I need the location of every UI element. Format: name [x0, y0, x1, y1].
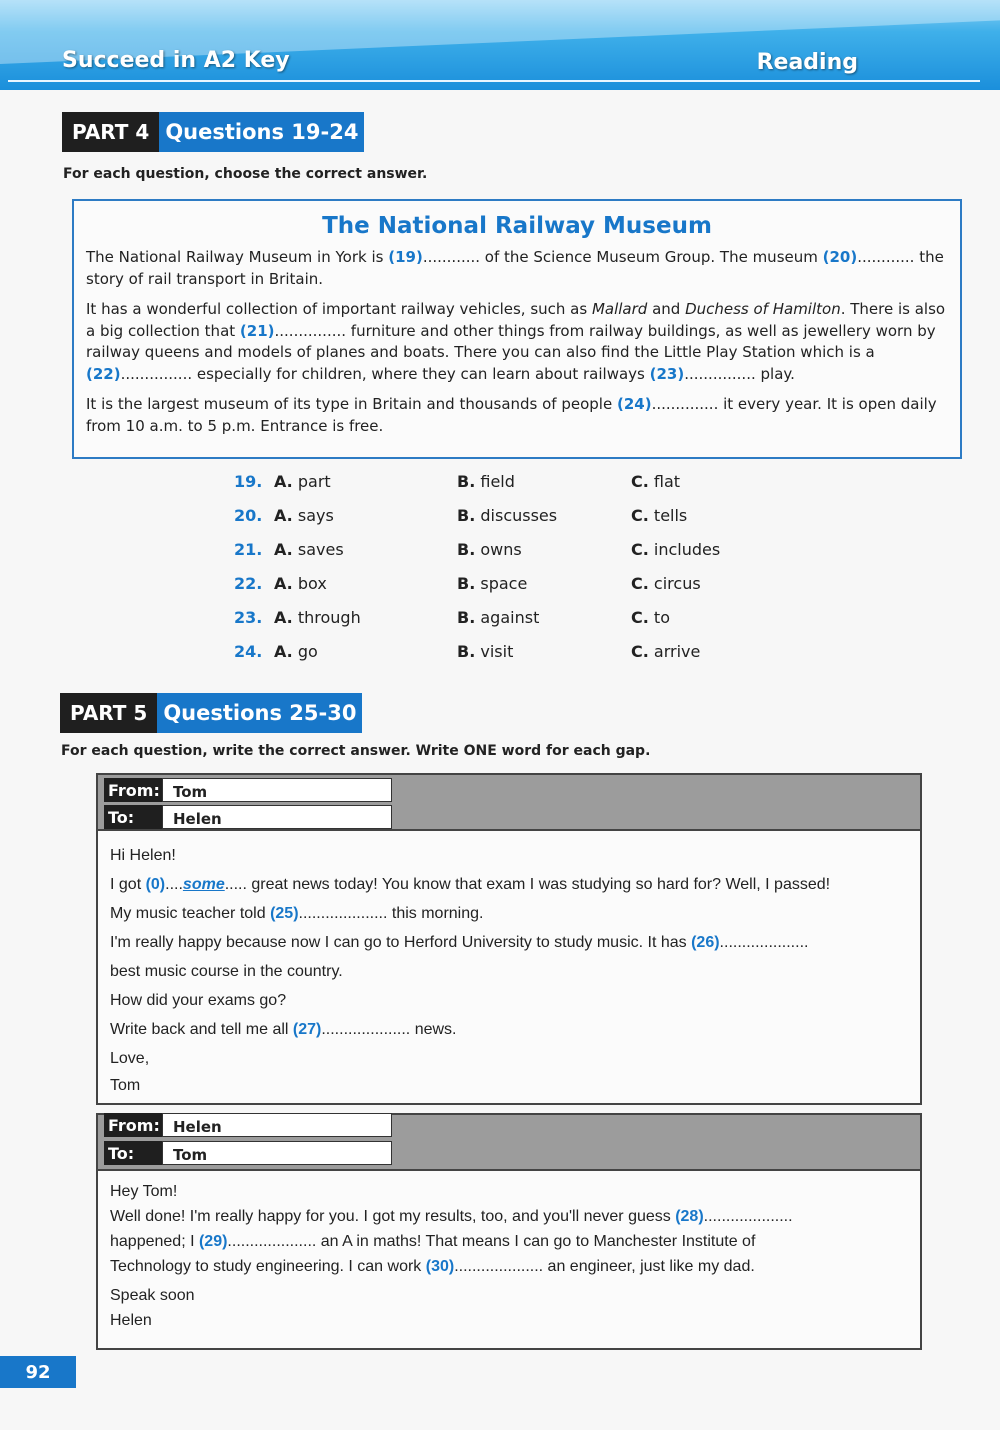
- from-label: From:: [104, 1113, 162, 1137]
- closing: Speak soon: [110, 1287, 195, 1304]
- option-row: [234, 498, 754, 532]
- greeting: Hey Tom!: [110, 1183, 178, 1200]
- gap-26: (26): [691, 934, 720, 951]
- paragraph-3: It is the largest museum of its type in Britain and thousands of people (24).............. it every year. It is open daily from 10 a.m. to 5 p.m. Entrance is free.: [86, 395, 937, 435]
- from-field: Tom: [162, 778, 392, 802]
- gap-27: (27): [292, 1021, 322, 1038]
- email-line: best music course in the country.: [110, 963, 343, 980]
- answer-blank-27[interactable]: ....................: [321, 1021, 411, 1038]
- option-a[interactable]: A. go: [274, 641, 318, 661]
- answer-options: [234, 464, 754, 668]
- question-number: 24.: [234, 641, 263, 661]
- to-row: [104, 805, 392, 829]
- gap-28: (28): [675, 1208, 704, 1225]
- closing: Love,: [110, 1050, 150, 1067]
- email-line: I got (0)....some..... great news today! You know that exam I was studying so hard for? Well, I passed!: [110, 876, 831, 893]
- to-field: Helen: [162, 805, 392, 829]
- gap-21: (21): [239, 321, 275, 340]
- email-line: How did your exams go?: [110, 992, 287, 1009]
- gap-19: (19): [388, 248, 423, 266]
- to-label: To:: [104, 1141, 162, 1165]
- option-a[interactable]: A. says: [274, 505, 334, 525]
- answer-blank-26[interactable]: ....................: [719, 934, 809, 951]
- signature: Helen: [110, 1312, 152, 1329]
- question-number: 19.: [234, 471, 263, 491]
- answer-blank-25[interactable]: ....................: [298, 905, 388, 922]
- option-row: [234, 532, 754, 566]
- gap-24: (24): [616, 395, 652, 413]
- answer-blank-28[interactable]: ....................: [703, 1208, 793, 1225]
- part5-instruction: For each question, write the correct answer. Write ONE word for each gap.: [61, 743, 651, 759]
- email-header: [98, 1115, 920, 1171]
- option-a[interactable]: A. through: [274, 607, 361, 627]
- to-field: Tom: [162, 1141, 392, 1165]
- gap-25: (25): [270, 905, 299, 922]
- question-number: 20.: [234, 505, 263, 525]
- email-line: My music teacher told (25).................... this morning.: [110, 905, 484, 922]
- to-row: [104, 1141, 392, 1165]
- paragraph-1: The National Railway Museum in York is (19)............ of the Science Museum Group. The museum (20)............ the story of rail transport in Britain.: [86, 248, 944, 288]
- header-rule: [8, 80, 980, 82]
- option-b[interactable]: B. discusses: [457, 505, 558, 525]
- option-b[interactable]: B. owns: [457, 539, 522, 559]
- part5-heading: [60, 693, 362, 733]
- email-line: Write back and tell me all (27).................... news.: [110, 1021, 457, 1038]
- book-title: Succeed in A2 Key: [62, 48, 290, 73]
- option-row: [234, 566, 754, 600]
- question-number: 23.: [234, 607, 263, 627]
- email-line: happened; I (29).................... an A in maths! That means I can go to Manchester Institute of: [110, 1233, 756, 1250]
- email-from-tom: [96, 773, 922, 1105]
- option-b[interactable]: B. field: [457, 471, 515, 491]
- page-number: 92: [0, 1356, 76, 1388]
- email-header: [98, 775, 920, 831]
- gap-22: (22): [86, 364, 121, 383]
- option-b[interactable]: B. visit: [457, 641, 514, 661]
- from-label: From:: [104, 778, 162, 802]
- email-from-helen: [96, 1113, 922, 1350]
- email-body: [98, 1171, 920, 1343]
- gap-0: (0): [145, 876, 166, 893]
- option-a[interactable]: A. part: [274, 471, 331, 491]
- paragraph-2: It has a wonderful collection of important railway vehicles, such as Mallard and Duchess of Hamilton. There is also a big collection that (21)............... furniture and other things from railway buildings, as well as jewellery worn by railway queens and models of planes and boats. There you can also find the Little Play Station which is a (22)............... especially for children, where they can learn about railways (23)............... play.: [86, 300, 946, 383]
- part4-instruction: For each question, choose the correct answer.: [63, 166, 428, 182]
- option-a[interactable]: A. saves: [274, 539, 344, 559]
- email-line: Well done! I'm really happy for you. I got my results, too, and you'll never guess (28)....................: [110, 1208, 793, 1225]
- email-line: Technology to study engineering. I can work (30).................... an engineer, just like my dad.: [110, 1258, 755, 1275]
- part4-label: PART 4: [62, 112, 159, 152]
- option-b[interactable]: B. space: [457, 573, 528, 593]
- to-label: To:: [104, 805, 162, 829]
- part5-label: PART 5: [60, 693, 157, 733]
- option-row: [234, 600, 754, 634]
- section-title: Reading: [756, 50, 858, 75]
- signature: Tom: [110, 1077, 141, 1094]
- from-field: Helen: [162, 1113, 392, 1137]
- gap-23: (23): [649, 364, 685, 383]
- part5-questions: Questions 25-30: [157, 693, 362, 733]
- option-row: [234, 464, 754, 498]
- option-b[interactable]: B. against: [457, 607, 540, 627]
- reading-text-title: The National Railway Museum: [322, 213, 712, 239]
- from-row: [104, 1113, 392, 1137]
- greeting: Hi Helen!: [110, 847, 176, 864]
- from-row: [104, 778, 392, 802]
- part4-questions: Questions 19-24: [159, 112, 364, 152]
- option-c[interactable]: C. arrive: [631, 641, 701, 661]
- option-c[interactable]: C. includes: [631, 539, 721, 559]
- option-c[interactable]: C. to: [631, 607, 670, 627]
- option-c[interactable]: C. tells: [631, 505, 688, 525]
- gap-20: (20): [822, 248, 858, 266]
- example-answer: some: [182, 876, 225, 893]
- part4-heading: [62, 112, 364, 152]
- answer-blank-29[interactable]: ....................: [227, 1233, 317, 1250]
- answer-blank-30[interactable]: ....................: [454, 1258, 544, 1275]
- question-number: 21.: [234, 539, 263, 559]
- option-a[interactable]: A. box: [274, 573, 327, 593]
- option-c[interactable]: C. flat: [631, 471, 681, 491]
- reading-text-box: [72, 199, 962, 459]
- gap-29: (29): [198, 1233, 228, 1250]
- email-body: [98, 831, 920, 1108]
- page-header: [0, 0, 1000, 90]
- gap-30: (30): [425, 1258, 455, 1275]
- question-number: 22.: [234, 573, 263, 593]
- option-row: [234, 634, 754, 668]
- option-c[interactable]: C. circus: [631, 573, 701, 593]
- email-line: I'm really happy because now I can go to Herford University to study music. It has (26)....................: [110, 934, 809, 951]
